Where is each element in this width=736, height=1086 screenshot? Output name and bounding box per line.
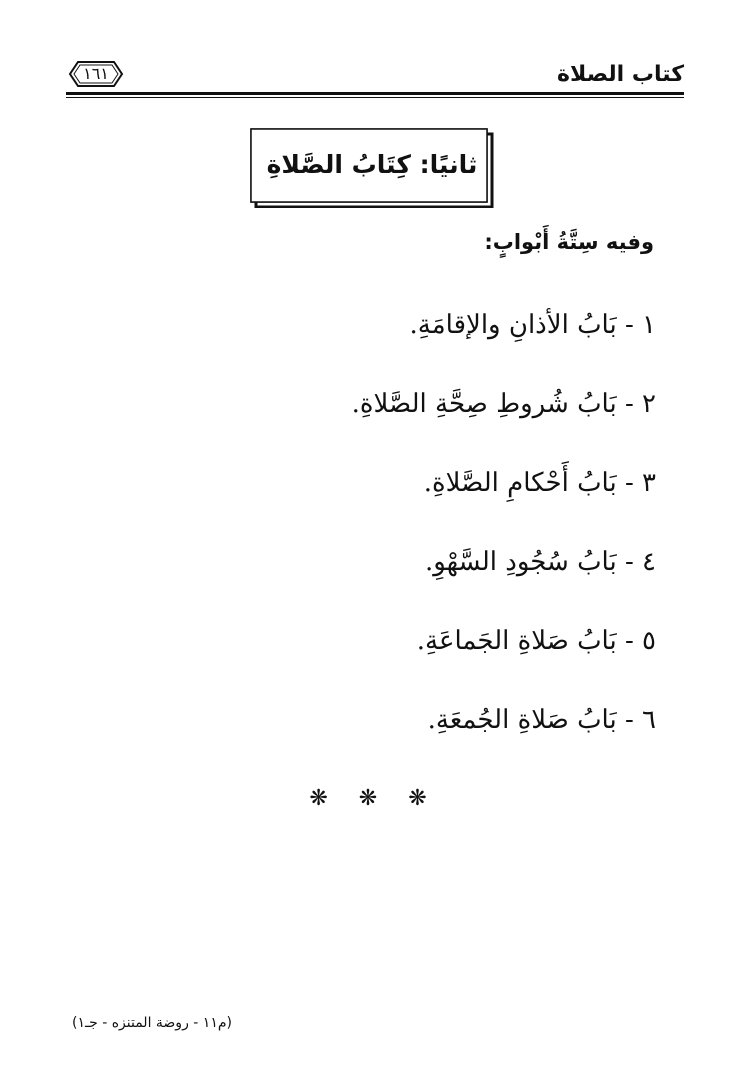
chapter-item: ٣ - بَابُ أَحْكامِ الصَّلاةِ. [423,468,656,498]
chapter-item: ٢ - بَابُ شُروطِ صِحَّةِ الصَّلاةِ. [351,389,656,419]
page-number: ١٦١ [83,64,109,83]
header-rule-thick [66,92,684,95]
chapter-item: ٤ - بَابُ سُجُودِ السَّهْوِ. [424,547,656,577]
asterism-icon: ❋ [309,786,328,811]
section-end-ornament [0,786,736,811]
running-head-title: كتاب الصلاة [557,62,684,87]
footer-signature: (م١١ - روضة المتنزه - جـ١) [72,1015,232,1031]
section-title-box [250,128,494,208]
header-rule-thin [66,97,684,98]
section-title: ثانيًا: كِتَابُ الصَّلاةِ [266,150,478,179]
asterism-icon: ❋ [408,786,427,811]
chapter-item: ٦ - بَابُ صَلاةِ الجُمعَةِ. [427,705,656,735]
asterism-icon: ❋ [358,786,378,811]
running-head [66,60,684,100]
chapter-item: ٥ - بَابُ صَلاةِ الجَماعَةِ. [416,626,656,656]
chapter-item: ١ - بَابُ الأذانِ والإقامَةِ. [409,310,656,340]
page-number-badge [68,60,124,88]
chapter-list [256,300,656,774]
intro-line: وفيه سِتَّةُ أَبْوابٍ: [484,230,654,254]
